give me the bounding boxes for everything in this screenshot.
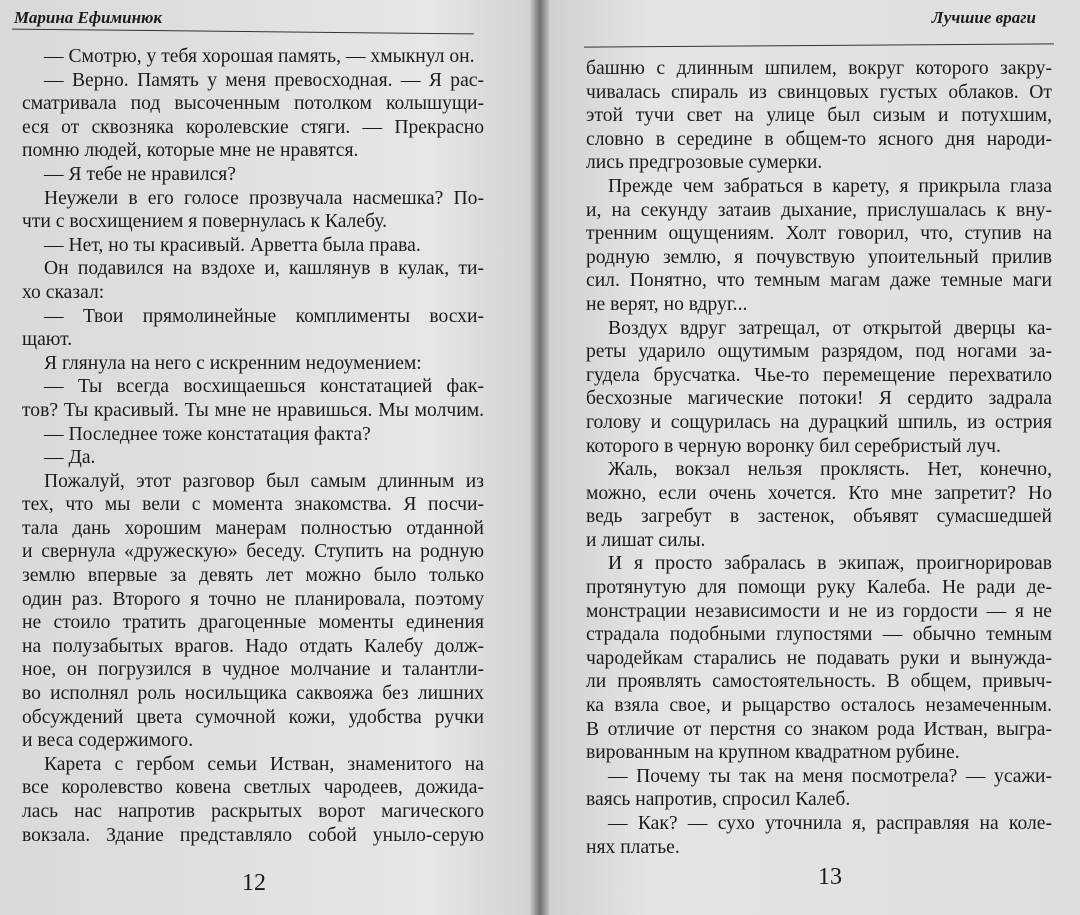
text-line: Карета с гербом семьи Истван, знаменитого на xyxy=(44,753,484,775)
text-line: Он подавился на вздохе и, кашлянув в кулак, ти- xyxy=(44,258,484,280)
right-page xyxy=(540,0,1080,915)
text-line: протянутую для помощи руку Калеба. Не ради де- xyxy=(586,577,1052,599)
text-line: вированным на крупном квадратном рубине. xyxy=(586,742,960,764)
text-line: этой тучи свет на улице был сизым и потухшим, xyxy=(586,105,1052,127)
text-line: — Смотрю, у тебя хорошая память, — хмыкнул он. xyxy=(44,46,475,67)
text-line: — Ты всегда восхищаешься констатацией фак- xyxy=(44,376,484,398)
text-line: и, на секунду затаив дыхание, прислушалась к вну- xyxy=(586,199,1052,221)
text-line: не стоило тратить драгоценные моменты единения xyxy=(22,612,484,634)
text-line: можно, если очень хочется. Кто мне запретит? Но xyxy=(586,482,1052,504)
text-line: ка взяла свое, и рыцарство осталось незамеченным. xyxy=(586,695,1052,717)
text-line: — Почему ты так на меня посмотрела? — усажи- xyxy=(608,765,1052,787)
text-line: и лишат силы. xyxy=(586,529,706,551)
left-page-text xyxy=(22,45,484,847)
text-line: — Твои прямолинейные комплименты восхи- xyxy=(44,305,484,327)
text-line: и свернула «дружескую» беседу. Ступить на родную xyxy=(22,541,484,563)
text-line: лась нас напротив раскрытых ворот магического xyxy=(22,801,484,822)
text-line: ное, он погрузился в чудное молчание и талантли- xyxy=(22,659,484,681)
text-line: сил. Понятно, что темным магам даже темные маги xyxy=(586,270,1052,292)
text-line: землю впервые за девять лет можно было только xyxy=(22,565,484,587)
text-line: чти с восхищением я повернулась к Калебу. xyxy=(22,211,388,233)
text-line: Неужели в его голосе прозвучала насмешка? По- xyxy=(44,187,484,209)
text-line: нях платье. xyxy=(586,836,680,858)
text-line: реты ударило ощутимым разрядом, под ногами за- xyxy=(586,341,1052,363)
text-line: ли проявлять самостоятельность. В общем, привыч- xyxy=(586,671,1052,693)
text-line: ваясь напротив, спросил Калеб. xyxy=(586,789,851,811)
text-line: — Да. xyxy=(44,447,96,469)
text-line: тала дань хорошим манерам полностью отданной xyxy=(22,517,484,539)
text-line: монстрации независимости и не из гордости — я не xyxy=(586,600,1052,622)
text-line: страдала подобными глупостями — обычно темным xyxy=(586,624,1052,646)
right-page-text xyxy=(586,57,1052,859)
text-line: Я глянула на него с искренним недоумением: xyxy=(44,352,422,374)
text-line: — Последнее тоже констатация факта? xyxy=(44,423,371,445)
text-line: все королевство ковена светлых чародеев, дожида- xyxy=(22,777,484,799)
text-line: И я просто забралась в экипаж, проигнорировав xyxy=(608,553,1052,575)
text-line: вокзала. Здание представляло собой уныло-серую xyxy=(22,824,484,846)
text-line: — Я тебе не нравился? xyxy=(44,163,237,185)
text-line: помню людей, которые мне не нравятся. xyxy=(22,140,359,162)
text-line: тов? Ты красивый. Ты мне не нравишься. Мы молчим. xyxy=(22,399,484,421)
page-number: 13 xyxy=(818,864,842,890)
text-line: сматривала под высоченным потолком колышущи- xyxy=(22,93,484,115)
text-line: Пожалуй, этот разговор был самым длинным из xyxy=(44,470,484,492)
text-line: чародейкам старались не подавать руки и вынужда- xyxy=(586,647,1052,669)
text-line: чивалась спираль из свинцовых густых облаков. От xyxy=(586,81,1052,103)
text-line: В отличие от перстня со знаком рода Истван, выгра- xyxy=(586,718,1052,740)
text-line: щают. xyxy=(22,329,73,351)
text-line: обсуждений цвета сумочной кожи, удобства ручки xyxy=(22,706,484,728)
text-line: не верят, но вдруг... xyxy=(586,293,748,315)
text-line: Жаль, вокзал нельзя проклясть. Нет, конечно, xyxy=(608,459,1052,481)
text-line: на полузабытых врагов. Надо отдать Калебу долж- xyxy=(22,635,484,657)
text-line: ведь загребут в застенок, объявят сумасшедшей xyxy=(586,506,1052,528)
text-line: Воздух вдруг затрещал, от открытой дверцы ка- xyxy=(608,317,1052,339)
text-line: которого в черную воронку бил серебристый луч. xyxy=(586,435,1001,457)
text-line: лись предгрозовые сумерки. xyxy=(586,152,823,174)
text-line: тренним ощущениям. Холт говорил, что, ступив на xyxy=(586,223,1052,245)
text-line: — Нет, но ты красивый. Арветта была права. xyxy=(44,234,421,256)
text-line: гудела брусчатка. Чье-то перемещение перехватило xyxy=(586,364,1052,386)
text-line: Прежде чем забраться в карету, я прикрыла глаза xyxy=(608,175,1052,197)
text-line: бесхозные магические потоки! Я сердито задрала xyxy=(586,388,1052,410)
text-line: родную землю, я почувствую упоительный прилив xyxy=(586,246,1052,268)
page-number: 12 xyxy=(242,870,266,896)
header-rule xyxy=(584,43,1054,47)
text-line: тех, что мы вели с момента знакомства. Я посчи- xyxy=(22,494,484,516)
text-line: хо сказал: xyxy=(22,281,105,303)
running-head-author: Марина Ефиминюк xyxy=(14,8,163,27)
text-line: голову и сощурилась на дурацкий шпиль, из острия xyxy=(586,411,1052,433)
header-rule xyxy=(12,29,474,35)
text-line: еся от сквозняка королевские стяги. — Прекрасно xyxy=(22,116,484,138)
text-line: один раз. Второго я точно не планировала, поэтому xyxy=(22,588,484,610)
text-line: во исполнял роль носильщика саквояжа без лишних xyxy=(22,683,484,705)
text-line: башню с длинным шпилем, вокруг которого закру- xyxy=(586,58,1052,79)
text-line: и веса содержимого. xyxy=(22,730,194,752)
text-line: — Как? — сухо уточнила я, расправляя на коле- xyxy=(608,813,1052,834)
text-line: — Верно. Память у меня превосходная. — Я рас- xyxy=(44,69,484,91)
text-line: словно в середине в общем-то ясного дня народи- xyxy=(586,128,1052,150)
running-head-title: Лучшие враги xyxy=(931,8,1036,27)
